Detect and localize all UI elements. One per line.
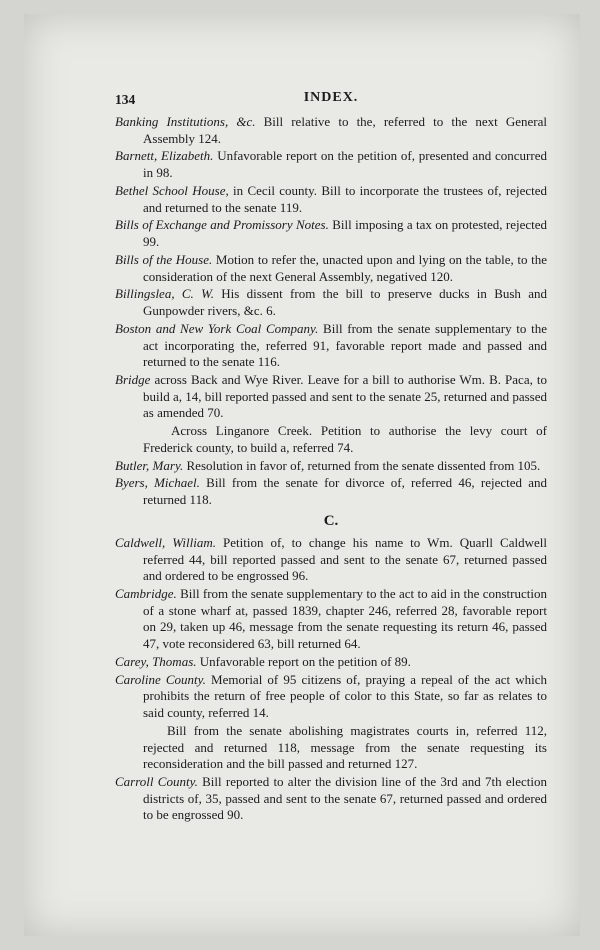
section-letter: C.	[323, 512, 339, 529]
index-entry-heading: Carroll County.	[115, 774, 198, 790]
index-entry-text: His dissent from the bill to preserve ducks in Bush and Gunpowder rivers, &c. 6.	[143, 286, 547, 319]
index-entries-c-continued	[115, 774, 547, 824]
index-entries-b-continued	[115, 458, 547, 509]
index-entry-heading: Barnett, Elizabeth.	[115, 148, 214, 164]
index-entry	[115, 114, 547, 147]
index-entry-heading: Byers, Michael.	[115, 475, 200, 491]
index-entry-heading: Billingslea, C. W.	[115, 286, 214, 302]
index-entry-text: Memorial of 95 citizens of, praying a repeal of the act which prohibits the return of free people of color to this State, so far as relates to said county, referred 14.	[143, 671, 547, 721]
index-entry-text: Bill imposing a tax on protested, rejected 99.	[143, 217, 547, 250]
index-entry-text: Bill from the senate supplementary to the act to aid in the construction of a stone wharf at, passed 1839, chapter 246, referred 28, favorable report on 29, taken up 46, message from the senate requesting its return 46, passed 47, vote reconsidered 63, bill returned 64.	[143, 586, 547, 652]
index-entry-continuation: Bill from the senate abolishing magistrates courts in, referred 112, rejected and returned 118, message from the senate requesting its reconsideration and the bill passed and returned 127.	[143, 722, 547, 772]
index-entry-heading: Bills of Exchange and Promissory Notes.	[115, 217, 329, 233]
index-entry-heading: Bills of the House.	[115, 251, 213, 267]
index-entries-c	[115, 535, 547, 721]
index-entry-heading: Bethel School House,	[115, 182, 229, 198]
index-entry-text: Motion to refer the, unacted upon and lying on the table, to the consideration of the next General Assembly, negatived 120.	[143, 251, 548, 284]
index-entry	[115, 535, 547, 585]
index-entry-heading: Caldwell, William.	[115, 535, 216, 551]
index-entry	[115, 586, 547, 652]
index-entry-text: Bill from the senate supplementary to the act incorporating the, referred 91, favorable report made and passed and returned to the senate 116.	[143, 320, 548, 370]
running-header	[115, 88, 547, 114]
index-entry	[115, 286, 547, 319]
index-entry-text: Unfavorable report on the petition of 89.	[196, 653, 411, 669]
index-entry-heading: Carey, Thomas.	[115, 653, 197, 669]
index-entry-heading: Banking Institutions, &c.	[115, 114, 256, 129]
index-entry-heading: Bridge	[115, 371, 151, 387]
index-entry-text: across Back and Wye River. Leave for a bill to authorise Wm. B. Paca, to build a, 14, bill reported passed and sent to the senate 25, returned and passed as amended 70.	[143, 371, 547, 421]
index-entry-continuation: Across Linganore Creek. Petition to authorise the levy court of Frederick county, to build a, referred 74.	[143, 423, 547, 455]
index-entries-b	[115, 114, 547, 422]
index-entry-text: Bill reported to alter the division line of the 3rd and 7th election districts of, 35, passed and sent to the senate 67, returned passed and ordered to be engrossed 90.	[143, 774, 547, 823]
index-entry	[115, 654, 547, 671]
index-entry-text: in Cecil county. Bill to incorporate the trustees of, rejected and returned to the senate 119.	[143, 182, 547, 215]
index-entry	[115, 252, 547, 285]
index-entry	[115, 774, 547, 824]
index-entry-text: Unfavorable report on the petition of, presented and concurred in 98.	[143, 148, 547, 181]
index-entry	[115, 458, 547, 475]
index-entry	[115, 321, 547, 371]
index-entry	[115, 148, 547, 181]
index-entry	[115, 672, 547, 722]
index-entry	[115, 475, 547, 508]
index-entry	[115, 372, 547, 422]
page-number: 134	[115, 92, 136, 107]
index-entry-text: Petition of, to change his name to Wm. Quarll Caldwell referred 44, bill reported passed and sent to the senate 67, returned passed and ordered to be engrossed 96.	[143, 535, 547, 584]
index-entry-text: Bill from the senate for divorce of, referred 46, rejected and returned 118.	[143, 475, 547, 508]
index-entry-heading: Boston and New York Coal Company.	[115, 320, 319, 336]
index-entry-text: Resolution in favor of, returned from the senate dissented from 105.	[183, 457, 541, 473]
index-page-content	[115, 88, 547, 825]
index-entry-heading: Cambridge.	[115, 586, 177, 602]
index-entry	[115, 183, 547, 216]
index-entry-text: Bill relative to the, referred to the next General Assembly 124.	[143, 114, 547, 146]
index-entry-heading: Butler, Mary.	[115, 457, 184, 473]
index-entry-heading: Caroline County.	[115, 671, 206, 687]
index-entry	[115, 217, 547, 250]
page-title: INDEX.	[303, 90, 359, 105]
